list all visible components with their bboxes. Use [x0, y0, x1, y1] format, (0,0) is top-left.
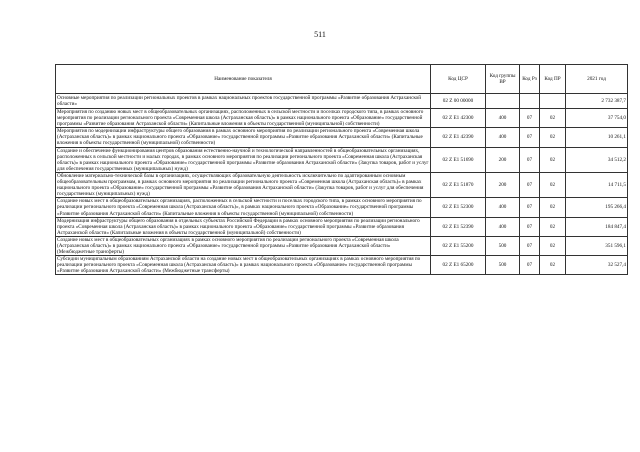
- table-header-row: [56, 65, 628, 94]
- row-csr: 02 Z E1 51690: [431, 147, 486, 172]
- row-name: Создание и обеспечение функционирования центров образования естественно-научной и технологической направленностей в общеобразовательных организациях, расположенных в сельской местности и малых городах, в рамках основного мероприятия по реализации регионального проекта «Современная школа (Астраханская область)» в рамках национального проекта «Образование» государственной программы «Развитие образования Астраханской области» (Закупка товаров, работ и услуг для обеспечения государственных (муниципальных) нужд): [57, 147, 429, 172]
- table-row: [56, 256, 628, 275]
- table-row: [56, 172, 628, 197]
- table-row: [56, 94, 628, 109]
- row-pr: 02: [540, 172, 566, 197]
- row-name: Создание новых мест в общеобразовательных организациях, расположенных в сельской местности и поселках городского типа, в рамках основного мероприятия по реализации регионального проекта «Современная школа (Астраханская область)», в рамках национального проекта «Образование» государственной программы «Развитие образования Астраханской области» (Капитальные вложения в объекты государственной (муниципальной) собственности): [56, 198, 431, 217]
- row-csr: 02 Z E1 65200: [431, 256, 486, 275]
- row-rz: 07: [520, 256, 540, 275]
- row-sum: 10 261,1: [566, 128, 628, 147]
- row-sum: 195 266,4: [566, 198, 628, 217]
- row-rz: 07: [520, 217, 540, 236]
- row-vr: 400: [486, 198, 520, 217]
- row-pr: 02: [540, 256, 566, 275]
- header-pr: Код ПР: [540, 65, 566, 94]
- row-sum: 37 754,0: [566, 109, 628, 128]
- row-pr: [540, 94, 566, 109]
- row-sum: 351 596,1: [566, 236, 628, 255]
- table-row: [56, 109, 628, 128]
- row-vr: 400: [486, 109, 520, 128]
- row-csr: 02 Z E1 52300: [431, 198, 486, 217]
- header-vr: Код группы ВР: [486, 65, 520, 94]
- header-rz: Код Рз: [520, 65, 540, 94]
- row-pr: 02: [540, 198, 566, 217]
- row-name: Мероприятия по модернизации инфраструктуры общего образования в рамках основного мероприятия по реализации регионального проекта «Современная школа (Астраханская область)» в рамках национального проекта «Образование» государственной программы «Развитие образования Астраханской области» (Капитальные вложения в объекты государственной (муниципальной) собственности): [56, 128, 431, 147]
- row-rz: 07: [520, 147, 540, 172]
- table-row: [56, 198, 628, 217]
- header-csr: Код ЦСР: [431, 65, 486, 94]
- row-name: Модернизация инфраструктуры общего образования в отдельных субъектах Российской Федерации в рамках основного мероприятия по реализации регионального проекта «Современная школа (Астраханская область)» в рамках национального проекта «Образование» государственной программы «Развитие образования Астраханской области» (Капитальные вложения в объекты государственной (муниципальной) собственности): [56, 217, 431, 236]
- row-sum: 32 527,4: [566, 256, 628, 275]
- table-row: [56, 147, 628, 172]
- row-sum: 184 847,4: [566, 217, 628, 236]
- row-name: Создание новых мест в общеобразовательных организациях в рамках основного мероприятия по реализации регионального проекта «Современная школа (Астраханская область)» в рамках национального проекта «Образование» государственной программы «Развитие образования Астраханской области» (Межбюджетные трансферты): [56, 236, 431, 255]
- row-vr: [486, 94, 520, 109]
- row-rz: 07: [520, 198, 540, 217]
- row-csr: 02 Z E1 52390: [431, 217, 486, 236]
- row-name: Основные мероприятия по реализации региональных проектов в рамках национальных проектов государственной программы «Развитие образования Астраханской области»: [56, 94, 431, 109]
- row-vr: 200: [486, 172, 520, 197]
- row-sum: 34 512,2: [566, 147, 628, 172]
- table-row: [56, 217, 628, 236]
- row-rz: 07: [520, 172, 540, 197]
- row-vr: 500: [486, 256, 520, 275]
- row-rz: 07: [520, 236, 540, 255]
- row-pr: 02: [540, 217, 566, 236]
- header-name: Наименование показателя: [56, 65, 431, 94]
- row-csr: 02 Z E1 51870: [431, 172, 486, 197]
- row-pr: 02: [540, 109, 566, 128]
- row-name: Обновление материально-технической базы в организациях, осуществляющих образовательную деятельность исключительно по адаптированным основным общеобразовательным программам, в рамках основного мероприятия по реализации регионального проекта «Современная школа (Астраханская область)» в рамках национального проекта «Образование» государственной программы «Развитие образования Астраханской области» (Закупка товаров, работ и услуг для обеспечения государственных (муниципальных) нужд): [56, 172, 431, 197]
- row-rz: 07: [520, 128, 540, 147]
- row-csr: 02 Z E1 42300: [431, 109, 486, 128]
- row-sum: 14 711,5: [566, 172, 628, 197]
- row-vr: 400: [486, 128, 520, 147]
- header-sum: 2021 год: [566, 65, 628, 94]
- table-row: [56, 236, 628, 255]
- row-csr: 02 Z E1 55200: [431, 236, 486, 255]
- row-name: Мероприятия по созданию новых мест в общеобразовательных организациях, расположенных в сельской местности и поселках городского типа, в рамках основного мероприятия по реализации регионального проекта «Современная школа (Астраханская область)» в рамках национального проекта «Образование» государственной программы «Развитие образования Астраханской области» (Капитальные вложения в объекты государственной (муниципальной) собственности): [56, 109, 431, 128]
- row-pr: 02: [540, 147, 566, 172]
- row-csr: 02 Z E1 42390: [431, 128, 486, 147]
- row-sum: 2 732 387,7: [566, 94, 628, 109]
- row-pr: 02: [540, 128, 566, 147]
- row-rz: [520, 94, 540, 109]
- row-pr: 02: [540, 236, 566, 255]
- row-name: Субсидии муниципальным образованиям Астраханской области на создание новых мест в общеобразовательных организациях в рамках основного мероприятия по реализации регионального проекта «Современная школа (Астраханская область)» в рамках национального проекта «Образование» государственной программы «Развитие образования Астраханской области» (Межбюджетные трансферты): [56, 256, 431, 275]
- table-row: [56, 128, 628, 147]
- row-rz: 07: [520, 109, 540, 128]
- row-vr: 400: [486, 217, 520, 236]
- row-vr: 500: [486, 236, 520, 255]
- page-number: 511: [314, 30, 326, 39]
- row-vr: 200: [486, 147, 520, 172]
- budget-table: [55, 64, 628, 275]
- row-csr: 02 Z 00 00000: [431, 94, 486, 109]
